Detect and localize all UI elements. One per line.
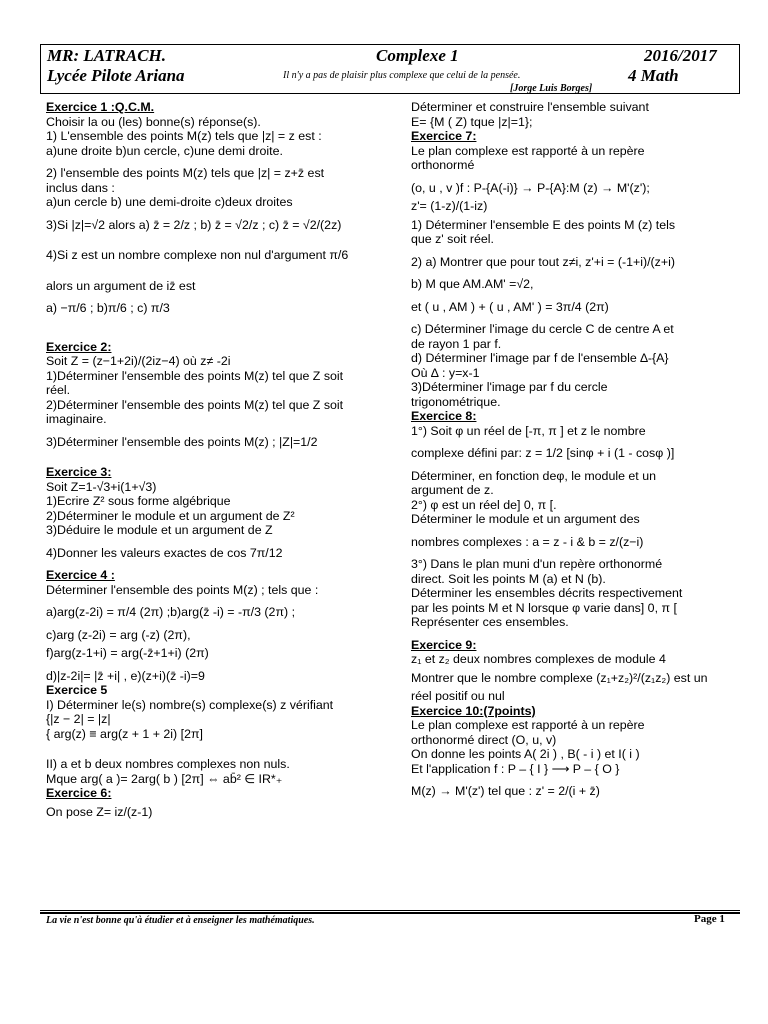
text-line: 1°) Soit φ un réel de [-π, π ] et z le nombre [411,423,646,438]
text-line: Déterminer le module et un argument des [411,512,640,526]
text-line: Déterminer les ensembles décrits respectivement [411,586,683,600]
text-line: 2°) φ est un réel de] 0, π [. [411,497,557,512]
quote: Il n'y a pas de plaisir plus complexe que celui de la pensée. [283,70,521,81]
text-line: On pose Z= iz/(z-1) [46,804,153,819]
text-line: alors un argument de iz̄ est [46,278,196,293]
text-line: imaginaire. [46,412,107,426]
text-line: Mque arg( a )= 2arg( b ) [2π] ⇔ ab̄² ∈ IR*₊ [46,771,283,786]
text-line: que z' soit réel. [411,232,494,246]
text-line: par les points M et N lorsque φ varie dans] 0, π [ [411,600,677,615]
text-line: { arg(z) ≡ arg(z + 1 + 2i) [2π] [46,726,203,741]
exercise-10-title: Exercice 10:(7points) [411,703,536,718]
text-line: On donne les points A( 2i ) , B( - i ) et I( i ) [411,747,640,761]
text-line: Déterminer l'ensemble des points M(z) ; tels que : [46,582,319,597]
text-line: trigonométrique. [411,394,501,409]
exercise-5-title: Exercice 5 [46,683,108,697]
text-line: a) −π/6 ; b)π/6 ; c) π/3 [46,301,170,315]
text-line: z'= (1-z)/(1-iz) [411,199,488,213]
footer-motto: La vie n'est bonne qu'à étudier et à enseigner les mathématiques. [46,915,315,926]
text-line: orthonormé direct (O, u, v) [411,732,557,747]
text-line: direct. Soit les points M (a) et N (b). [411,571,606,586]
text-line: 2) a) Montrer que pour tout z≠i, z'+i = (-1+i)/(z+i) [411,254,675,269]
text-line: Le plan complexe est rapporté à un repère [411,718,645,732]
footer-divider [40,910,740,911]
text-line: 1) Déterminer l'ensemble E des points M (z) tels [411,217,676,232]
right-column [411,100,731,799]
exercise-4-title: Exercice 4 : [46,568,115,582]
text-line: I) Déterminer le(s) nombre(s) complexe(s) z vérifiant [46,697,334,712]
text-line: réel. [46,383,71,397]
text-line: 3)Si |z|=√2 alors a) z̄ = 2/z ; b) z̄ = √2/z ; c) z̄ = √2/(2z) [46,217,342,232]
text-line: M(z) → M'(z') tel que : z' = 2/(i + z̄) [411,784,600,798]
exercise-1-title: Exercice 1 :Q.C.M. [46,100,155,114]
exercise-9-title: Exercice 9: [411,637,477,652]
text-line: complexe défini par: z = 1/2 [sinφ + i (1 - cosφ )] [411,446,675,460]
exercise-7-title: Exercice 7: [411,129,477,143]
text-line: a)arg(z-2i) = π/4 (2π) ;b)arg(z̄ -i) = -π/3 (2π) ; [46,605,296,619]
text-line: 1) L'ensemble des points M(z) tels que |z| = z est : [46,129,322,143]
text-line: c)arg (z-2i) = arg (-z) (2π), [46,627,191,642]
text-line: nombres complexes : a = z - i & b = z/(z−i) [411,534,644,549]
text-line: 1)Déterminer l'ensemble des points M(z) tel que Z soit [46,368,344,383]
subject-title: Complexe 1 [376,46,459,65]
text-line: d)|z-2i|= |z̄ +i| , e)(z+i)(z̄ -i)=9 [46,668,205,683]
text-line: 3°) Dans le plan muni d'un repère orthonormé [411,557,663,571]
text-line: inclus dans : [46,180,115,195]
text-line: Déterminer, en fonction deφ, le module et un [411,468,656,483]
text-line: (o, u , v )f : P-{A(-i)} → P-{A}:M (z) → M'(z'); [411,180,650,195]
exercise-6-title: Exercice 6: [46,786,112,800]
text-line: 3)Déterminer l'image par f du cercle [411,380,608,394]
text-line: II) a et b deux nombres complexes non nuls. [46,757,290,771]
text-line: z₁ et z₂ deux nombres complexes de module 4 [411,652,666,666]
text-line: Soit Z = (z−1+2i)/(2iz−4) où z≠ -2i [46,354,231,368]
school-year: 2016/2017 [644,46,717,65]
text-line: 4)Donner les valeurs exactes de cos 7π/12 [46,545,283,560]
text-line: 1)Ecrire Z² sous forme algébrique [46,494,231,508]
exercise-2-title: Exercice 2: [46,339,112,354]
text-line: orthonormé [411,158,475,172]
school-name: Lycée Pilote Ariana [47,66,185,85]
text-line: Représenter ces ensembles. [411,615,569,629]
text-line: Choisir la ou (les) bonne(s) réponse(s). [46,114,261,129]
text-line: d) Déterminer l'image par f de l'ensemble ∆-{A} [411,351,669,365]
text-line: 4)Si z est un nombre complexe non nul d'argument π/6 [46,248,349,262]
text-line: réel positif ou nul [411,689,505,703]
text-line: de rayon 1 par f. [411,336,502,351]
text-line: {|z − 2| = |z| [46,712,111,726]
text-line: E= {M ( Z) tque |z|=1}; [411,114,533,129]
text-line: Montrer que le nombre complexe (z₁+z₂)²/(z₁z₂) est un [411,670,708,685]
text-line: et ( u , AM ) + ( u , AM' ) = 3π/4 (2π) [411,299,609,314]
author: MR: LATRACH. [47,46,167,65]
text-line: f)arg(z-1+i) = arg(-z̄+1+i) (2π) [46,646,209,660]
exercise-8-title: Exercice 8: [411,409,477,423]
text-line: 2) l'ensemble des points M(z) tels que |z| = z+z̄ est [46,166,325,180]
text-line: Où ∆ : y=x-1 [411,365,480,380]
quote-author: [Jorge Luis Borges] [510,83,593,94]
left-column [46,100,398,819]
text-line: 3)Déterminer l'ensemble des points M(z) ; |Z|=1/2 [46,434,318,449]
text-line: 3)Déduire le module et un argument de Z [46,523,273,537]
text-line: c) Déterminer l'image du cercle C de centre A et [411,322,674,336]
text-line: Et l'application f : P – { I } ⟶ P – { O } [411,761,620,776]
exercise-3-title: Exercice 3: [46,465,112,479]
text-line: Déterminer et construire l'ensemble suivant [411,100,649,114]
text-line: a)un cercle b) une demi-droite c)deux droites [46,195,293,209]
text-line: Soit Z=1-√3+i(1+√3) [46,479,157,494]
text-line: a)une droite b)un cercle, c)une demi droite. [46,143,283,158]
class-level: 4 Math [628,66,679,85]
text-line: 2)Déterminer l'ensemble des points M(z) tel que Z soit [46,397,344,412]
page-number: Page 1 [694,913,725,925]
text-line: b) M que AM.AM' =√2, [411,277,534,291]
footer-divider-thick [40,912,740,914]
text-line: 2)Déterminer le module et un argument de Z² [46,508,295,523]
text-line: Le plan complexe est rapporté à un repère [411,143,645,158]
text-line: argument de z. [411,483,494,497]
